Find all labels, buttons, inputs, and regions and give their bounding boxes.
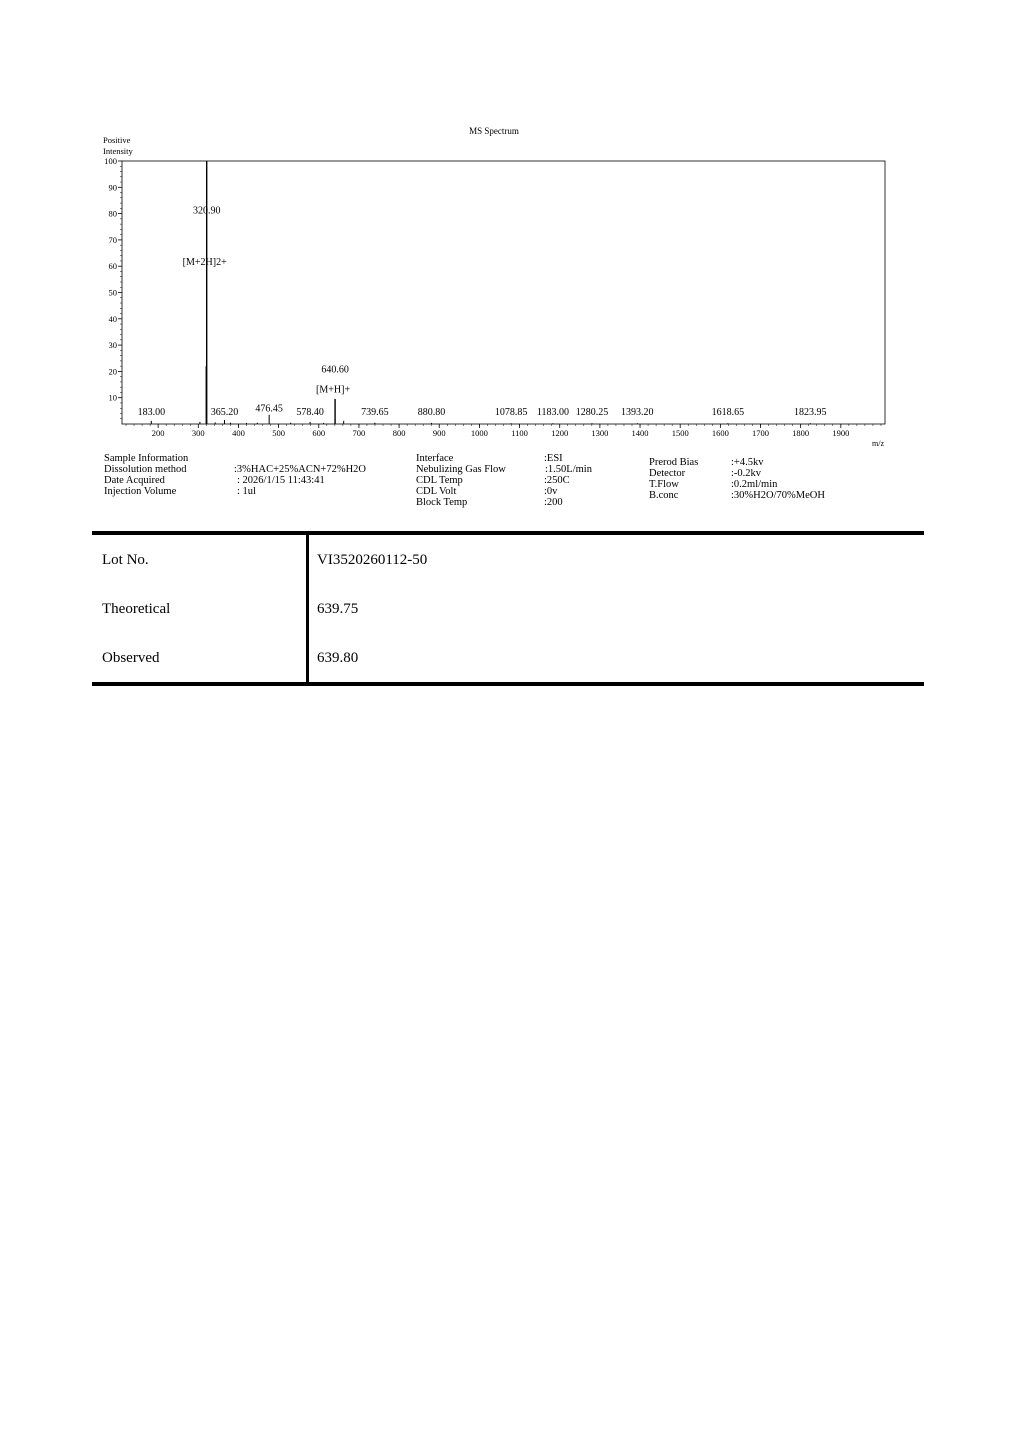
x-tick-label: 800 <box>392 428 406 438</box>
x-tick-label: 1000 <box>470 428 488 438</box>
dissolution-method-label: Dissolution method <box>104 464 187 475</box>
peak-label: 1078.85 <box>494 406 528 418</box>
x-tick-label: 1100 <box>511 428 528 438</box>
y-axis-label-line-2: Intensity <box>103 146 133 156</box>
peak-label: 1823.95 <box>794 406 827 418</box>
y-axis-ticks <box>104 156 122 419</box>
detector-label: Detector <box>649 468 686 479</box>
detector-value: :-0.2kv <box>731 468 762 479</box>
cdl-temp-value: :250C <box>544 475 570 486</box>
interface-label: Interface <box>416 453 454 464</box>
ion-annotation: [M+2H]2+ <box>182 256 227 268</box>
date-acquired-value: : 2026/1/15 11:43:41 <box>237 475 325 486</box>
prerod-bias-label: Prerod Bias <box>649 457 699 468</box>
interface-value: :ESI <box>544 453 563 464</box>
peak-label: 1280.25 <box>575 406 609 418</box>
b-conc-value: :30%H2O/70%MeOH <box>731 490 825 501</box>
results-table <box>92 531 924 686</box>
y-tick-label: 10 <box>108 392 117 403</box>
x-tick-label: 300 <box>191 428 205 438</box>
y-tick-label: 50 <box>108 287 117 298</box>
date-acquired-label: Date Acquired <box>104 475 165 486</box>
theoretical-label: Theoretical <box>102 601 171 617</box>
x-tick-label: 1700 <box>752 428 770 438</box>
x-tick-label: 200 <box>151 428 165 438</box>
sample-information-title: Sample Information <box>104 453 189 464</box>
peak-label: 880.80 <box>417 406 446 418</box>
peak-label: 476.45 <box>255 403 283 415</box>
instrument-information-block <box>416 453 636 508</box>
ms-spectrum-chart <box>0 0 1024 460</box>
x-tick-label: 600 <box>312 428 326 438</box>
chart-title: MS Spectrum <box>469 126 519 136</box>
x-tick-label: 1400 <box>631 428 649 438</box>
prerod-bias-value: :+4.5kv <box>731 457 764 468</box>
x-tick-label: 700 <box>352 428 366 438</box>
peak-label: 320.90 <box>192 205 221 217</box>
x-tick-label: 1300 <box>591 428 609 438</box>
y-tick-label: 60 <box>108 261 117 272</box>
y-tick-label: 100 <box>104 156 117 166</box>
x-tick-label: 400 <box>232 428 245 438</box>
nebulizing-gas-flow-label: Nebulizing Gas Flow <box>416 464 506 475</box>
lot-number-value: VI3520260112-50 <box>317 552 428 568</box>
dissolution-method-value: :3%HAC+25%ACN+72%H2O <box>234 464 367 475</box>
detector-information-block <box>649 457 869 501</box>
x-tick-label: 1900 <box>832 428 850 438</box>
table-row <box>92 584 924 633</box>
peak-label: 1183.00 <box>536 406 569 418</box>
t-flow-value: :0.2ml/min <box>731 479 778 490</box>
spectrum-peaks <box>151 161 810 424</box>
observed-label: Observed <box>102 650 160 666</box>
y-tick-label: 40 <box>108 313 117 324</box>
sample-information-block <box>104 453 404 497</box>
y-tick-label: 30 <box>108 340 117 351</box>
injection-volume-value: : 1ul <box>237 486 256 497</box>
theoretical-value: 639.75 <box>317 601 359 617</box>
y-tick-label: 90 <box>108 182 117 193</box>
x-tick-label: 1600 <box>711 428 729 438</box>
block-temp-value: :200 <box>544 497 563 508</box>
y-axis-label-line-1: Positive <box>103 135 131 145</box>
peak-label: 739.65 <box>361 406 389 418</box>
peak-label: 578.40 <box>296 406 324 418</box>
y-tick-label: 80 <box>108 208 117 219</box>
x-tick-label: 1800 <box>792 428 810 438</box>
x-axis-ticks <box>126 424 881 438</box>
peak-label: 183.00 <box>137 406 166 418</box>
x-tick-label: 500 <box>272 428 285 438</box>
plot-frame <box>122 161 885 424</box>
peak-label: 365.20 <box>210 406 239 418</box>
t-flow-label: T.Flow <box>649 479 679 490</box>
cdl-volt-label: CDL Volt <box>416 486 457 497</box>
y-tick-label: 70 <box>108 234 117 245</box>
x-tick-label: 900 <box>432 428 446 438</box>
x-tick-label: 1200 <box>551 428 569 438</box>
peak-label: 1393.20 <box>621 406 654 418</box>
b-conc-label: B.conc <box>649 490 679 501</box>
peak-labels <box>138 206 827 418</box>
y-tick-label: 20 <box>108 366 117 377</box>
table-row <box>92 535 924 584</box>
cdl-temp-label: CDL Temp <box>416 475 463 486</box>
x-axis-label: m/z <box>872 439 884 448</box>
x-tick-label: 1500 <box>671 428 689 438</box>
peak-label: 1618.65 <box>711 406 745 418</box>
block-temp-label: Block Temp <box>416 497 468 508</box>
table-row <box>92 633 924 682</box>
lot-number-label: Lot No. <box>102 552 149 568</box>
ion-annotation: [M+H]+ <box>316 384 351 396</box>
injection-volume-label: Injection Volume <box>104 486 177 497</box>
cdl-volt-value: :0v <box>544 486 558 497</box>
nebulizing-gas-flow-value: :1.50L/min <box>545 464 592 475</box>
peak-label: 640.60 <box>321 364 349 376</box>
observed-value: 639.80 <box>317 650 359 666</box>
